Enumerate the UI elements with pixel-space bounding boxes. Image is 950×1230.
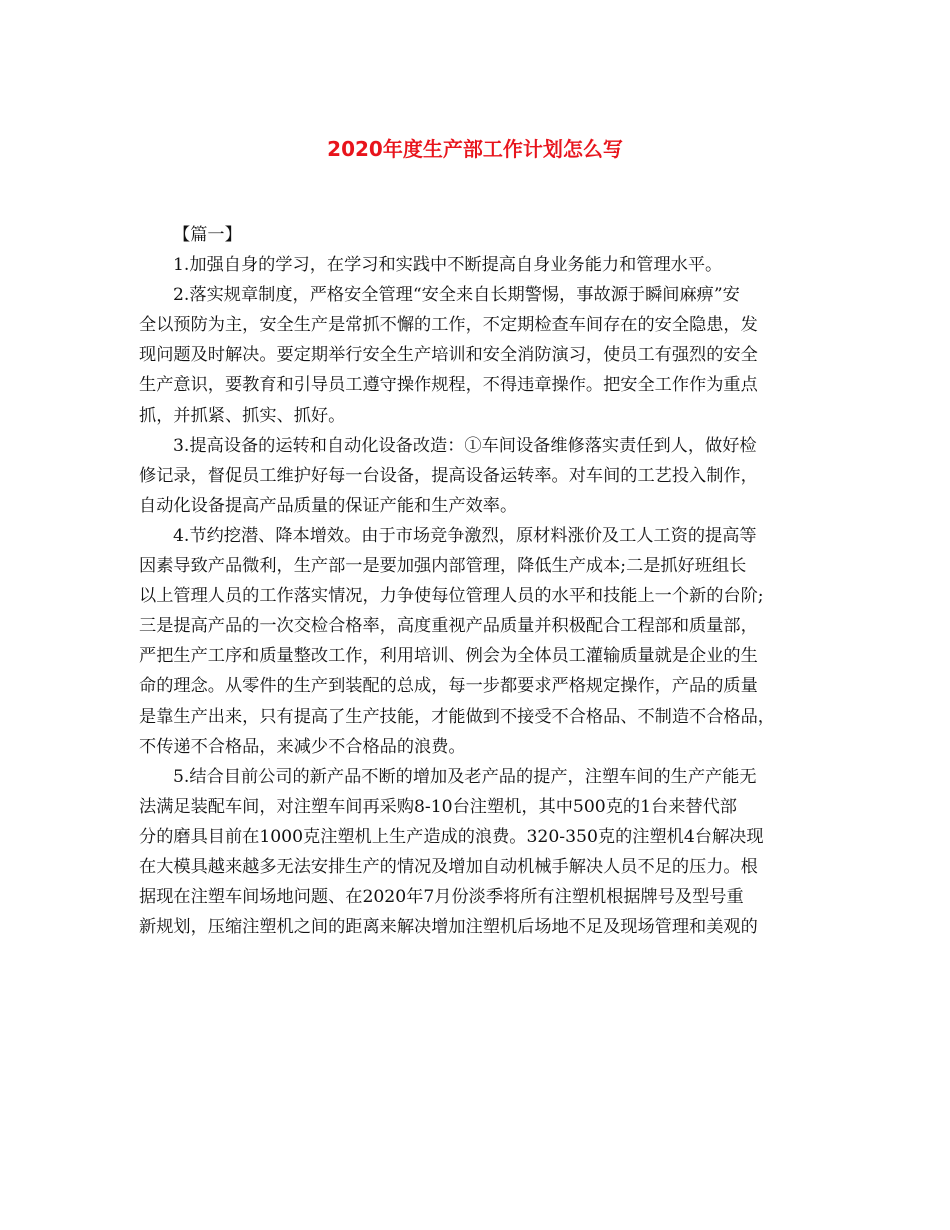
- body-line: 2.落实规章制度，严格安全管理“安全来自长期警惕，事故源于瞬间麻痹”安: [173, 285, 740, 306]
- body-line: 1.加强自身的学习，在学习和实践中不断提高自身业务能力和管理水平。: [173, 255, 723, 276]
- document-body: [139, 220, 814, 942]
- body-line: 严把生产工序和质量整改工作，利用培训、例会为全体员工灌输质量就是企业的生: [139, 646, 758, 667]
- body-line: 法满足装配车间，对注塑车间再采购8-10台注塑机，其中500克的1台来替代部: [139, 796, 737, 817]
- body-line: 在大模具越来越多无法安排生产的情况及增加自动机械手解决人员不足的压力。根: [139, 856, 758, 877]
- body-line: 现问题及时解决。要定期举行安全生产培训和安全消防演习，使员工有强烈的安全: [139, 345, 758, 366]
- section-label: 【篇一】: [173, 225, 242, 245]
- body-line: 据现在注塑车间场地问题、在2020年7月份淡季将所有注塑机根据牌号及型号重: [139, 887, 744, 908]
- body-line: 抓，并抓紧、抓实、抓好。: [139, 405, 346, 426]
- body-line: 命的理念。从零件的生产到装配的总成，每一步都要求严格规定操作，产品的质量: [139, 676, 758, 697]
- body-line: 三是提高产品的一次交检合格率，高度重视产品质量并积极配合工程部和质量部，: [139, 616, 758, 637]
- body-line: 修记录，督促员工维护好每一台设备，提高设备运转率。对车间的工艺投入制作，: [139, 465, 758, 486]
- body-line: 4.节约挖潜、降本增效。由于市场竞争激烈，原材料涨价及工人工资的提高等: [173, 525, 757, 546]
- body-line: 新规划，压缩注塑机之间的距离来解决增加注塑机后场地不足及现场管理和美观的: [139, 917, 758, 938]
- body-line: 3.提高设备的运转和自动化设备改造：①车间设备维修落实责任到人，做好检: [173, 435, 757, 456]
- body-line: 分的磨具目前在1000克注塑机上生产造成的浪费。320-350克的注塑机4台解决现: [139, 826, 764, 847]
- body-line: 5.结合目前公司的新产品不断的增加及老产品的提产，注塑车间的生产产能无: [173, 766, 757, 787]
- body-line: 生产意识，要教育和引导员工遵守操作规程，不得违章操作。把安全工作作为重点: [139, 375, 758, 396]
- body-line: 全以预防为主，安全生产是常抓不懈的工作，不定期检查车间存在的安全隐患，发: [139, 315, 758, 336]
- document-title: 2020年度生产部工作计划怎么写: [327, 137, 623, 161]
- body-line: 自动化设备提高产品质量的保证产能和生产效率。: [139, 495, 518, 516]
- body-line: 是靠生产出来，只有提高了生产技能，才能做到不接受不合格品、不制造不合格品，: [139, 706, 775, 727]
- body-line: 以上管理人员的工作落实情况，力争使每位管理人员的水平和技能上一个新的台阶;: [139, 586, 764, 607]
- body-line: 不传递不合格品，来减少不合格品的浪费。: [139, 736, 466, 757]
- body-line: 因素导致产品微利，生产部一是要加强内部管理，降低生产成本;二是抓好班组长: [139, 556, 747, 577]
